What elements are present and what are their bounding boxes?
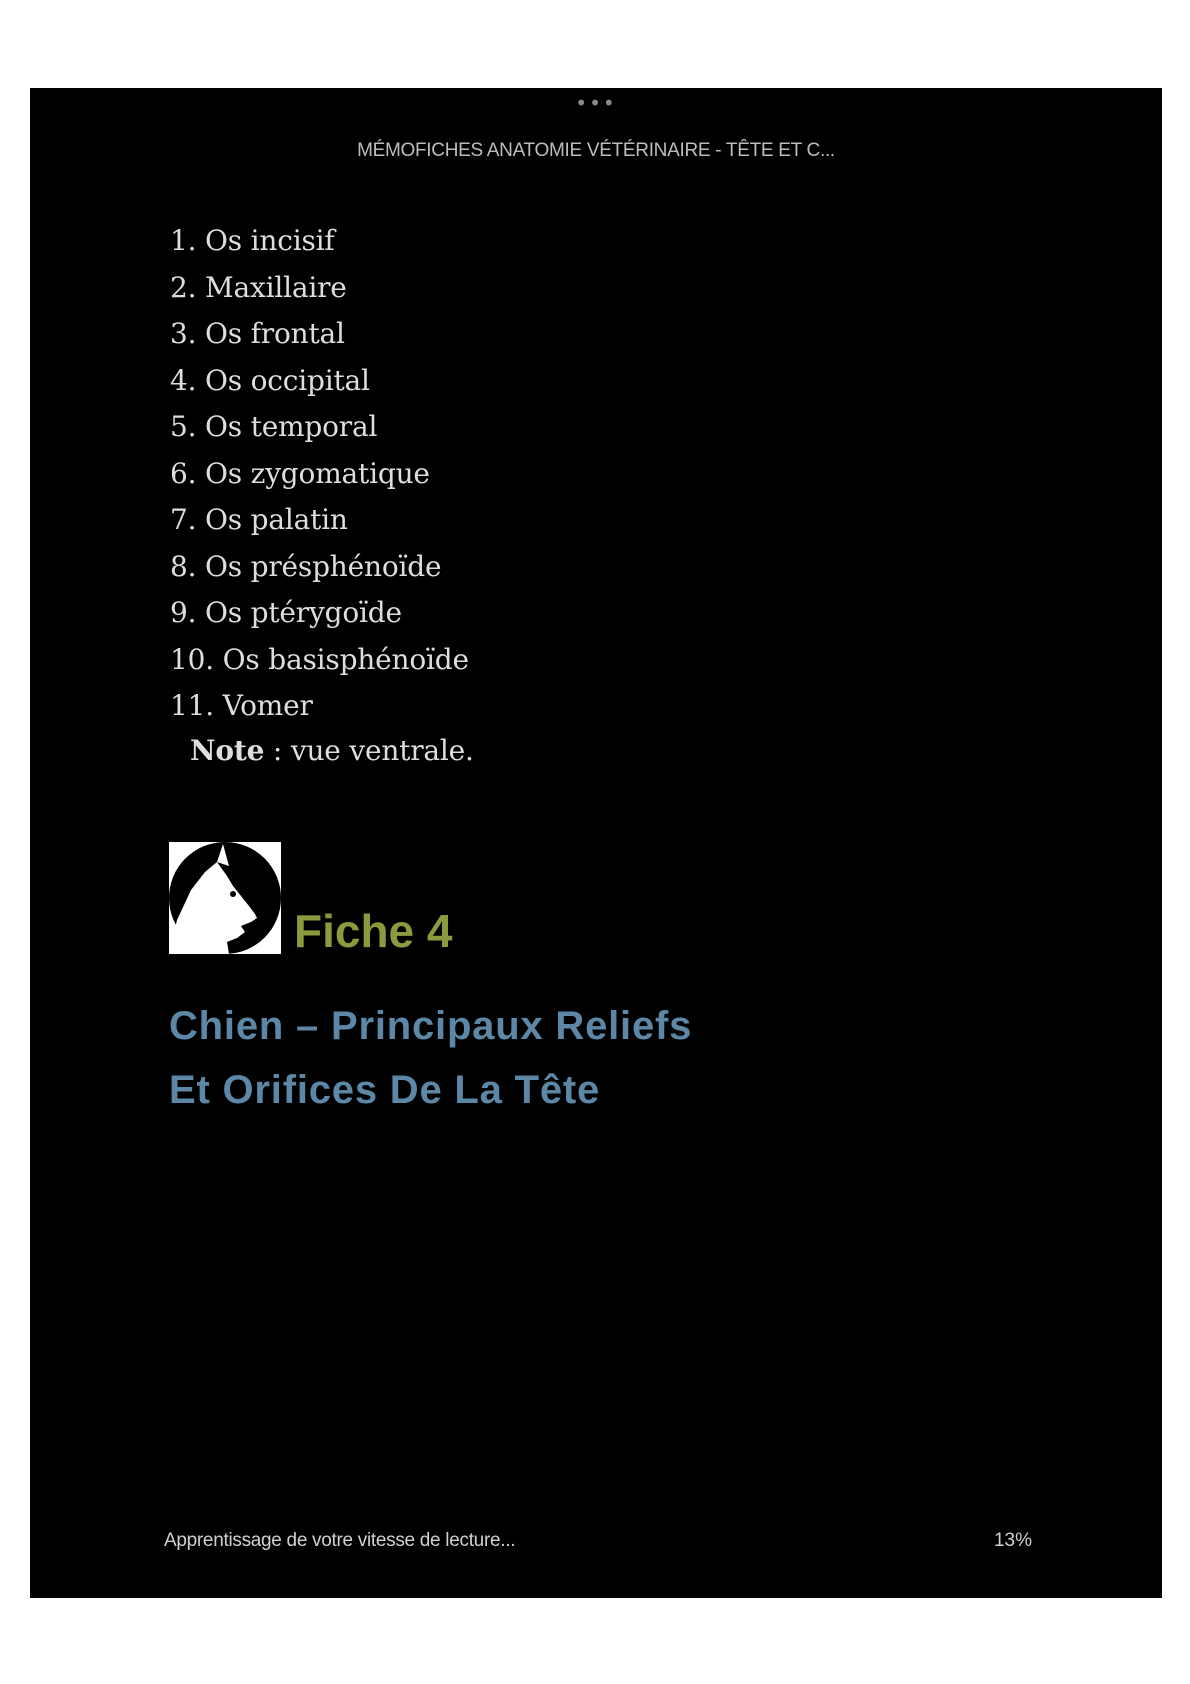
list-item: 7. Os palatin xyxy=(170,503,348,536)
list-item: 11. Vomer xyxy=(170,689,313,722)
dog-head-logo-icon xyxy=(169,842,281,954)
list-item: 10. Os basisphénoïde xyxy=(170,642,469,676)
list-item: 4. Os occipital xyxy=(170,363,370,397)
more-dots-icon[interactable]: ••• xyxy=(575,91,617,115)
book-title: MÉMOFICHES ANATOMIE VÉTÉRINAIRE - TÊTE ET C... xyxy=(357,140,835,161)
chapter-title xyxy=(169,994,869,1122)
list-item: 8. Os présphénoïde xyxy=(170,549,442,583)
note-text: : vue ventrale. xyxy=(264,734,474,767)
reading-speed-status: Apprentissage de votre vitesse de lecture... xyxy=(164,1530,516,1551)
dog-head-logo-graphic xyxy=(169,842,281,954)
bone-list xyxy=(170,218,469,730)
reading-progress[interactable]: 13% xyxy=(993,1530,1032,1551)
note xyxy=(190,728,474,774)
chapter-title-line: Et Orifices De La Tête xyxy=(169,1068,601,1112)
list-item: 1. Os incisif xyxy=(170,224,335,257)
list-item: 5. Os temporal xyxy=(170,410,378,443)
reader-screen xyxy=(30,88,1162,1598)
list-item: 9. Os ptérygoïde xyxy=(170,596,402,629)
chapter-title-line: Chien – Principaux Reliefs xyxy=(169,1004,693,1048)
note-label: Note xyxy=(190,734,265,767)
fiche-number: Fiche 4 xyxy=(294,905,453,957)
list-item: 3. Os frontal xyxy=(170,317,345,350)
list-item: 6. Os zygomatique xyxy=(170,456,430,490)
list-item: 2. Maxillaire xyxy=(170,270,347,304)
